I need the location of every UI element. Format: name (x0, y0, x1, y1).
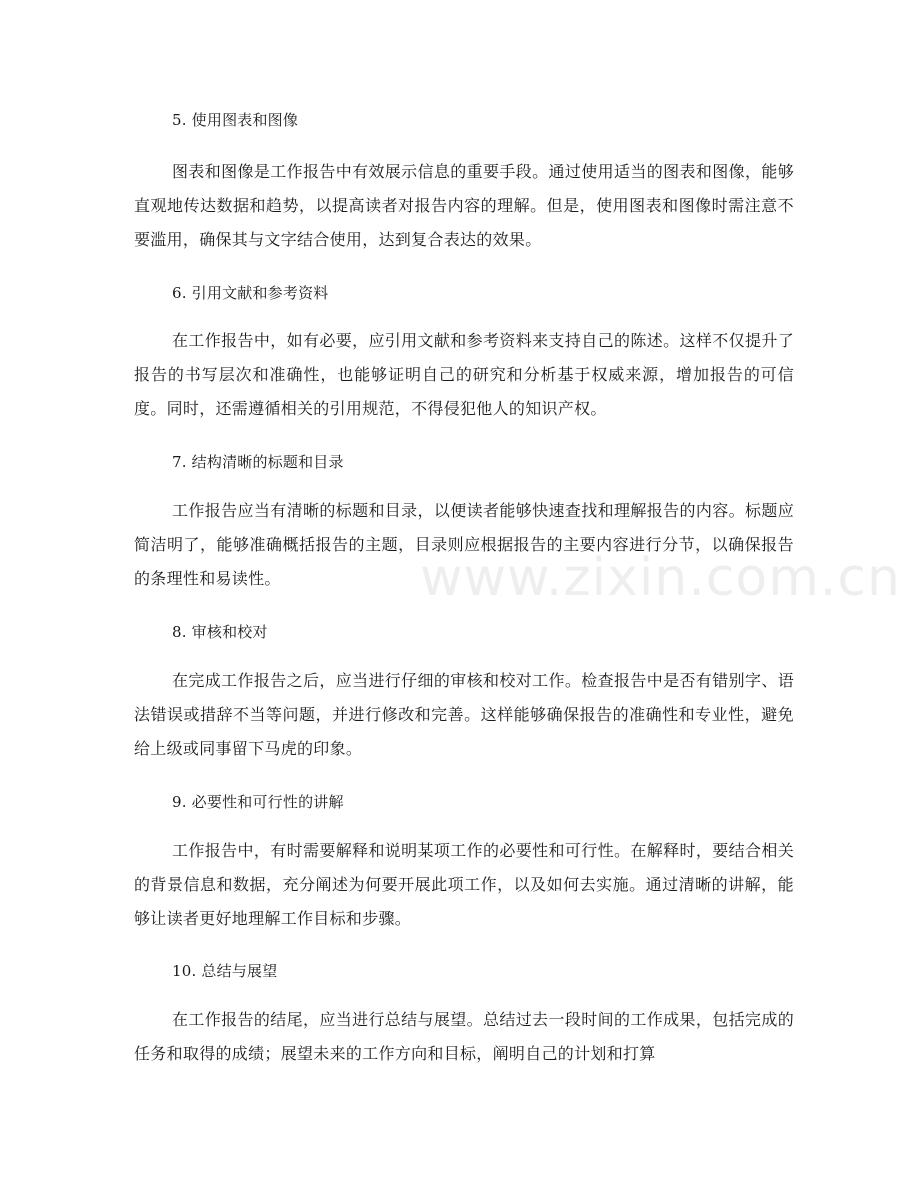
section-body-7: 工作报告应当有清晰的标题和目录，以便读者能够快速查找和理解报告的内容。标题应简洁明了，能够准确概括报告的主题，目录则应根据报告的主要内容进行分节，以确保报告的条理性和易读性。 (134, 501, 794, 588)
section-heading-10: 10. 总结与展望 (172, 962, 278, 980)
section-body-10: 在工作报告的结尾，应当进行总结与展望。总结过去一段时间的工作成果，包括完成的任务和取得的成绩；展望未来的工作方向和目标，阐明自己的计划和打算 (134, 1010, 794, 1063)
section-heading-7: 7. 结构清晰的标题和目录 (172, 453, 344, 471)
section-heading-9: 9. 必要性和可行性的讲解 (172, 793, 344, 811)
section-heading-6: 6. 引用文献和参考资料 (172, 284, 329, 302)
section-heading-5: 5. 使用图表和图像 (172, 111, 299, 129)
section-body-6: 在工作报告中，如有必要，应引用文献和参考资料来支持自己的陈述。这样不仅提升了报告的书写层次和准确性，也能够证明自己的研究和分析基于权威来源，增加报告的可信度。同时，还需遵循相关的引用规范，不得侵犯他人的知识产权。 (134, 331, 794, 418)
section-body-9: 工作报告中，有时需要解释和说明某项工作的必要性和可行性。在解释时，要结合相关的背景信息和数据，充分阐述为何要开展此项工作，以及如何去实施。通过清晰的讲解，能够让读者更好地理解工作目标和步骤。 (134, 841, 794, 928)
watermark: www.zixin.com.cn (420, 548, 901, 608)
section-heading-8: 8. 审核和校对 (172, 623, 268, 641)
section-body-8: 在完成工作报告之后，应当进行仔细的审核和校对工作。检查报告中是否有错别字、语法错误或措辞不当等问题，并进行修改和完善。这样能够确保报告的准确性和专业性，避免给上级或同事留下马虎的印象。 (134, 671, 794, 758)
section-body-5: 图表和图像是工作报告中有效展示信息的重要手段。通过使用适当的图表和图像，能够直观地传达数据和趋势，以提高读者对报告内容的理解。但是，使用图表和图像时需注意不要滥用，确保其与文字结合使用，达到复合表达的效果。 (134, 162, 794, 249)
